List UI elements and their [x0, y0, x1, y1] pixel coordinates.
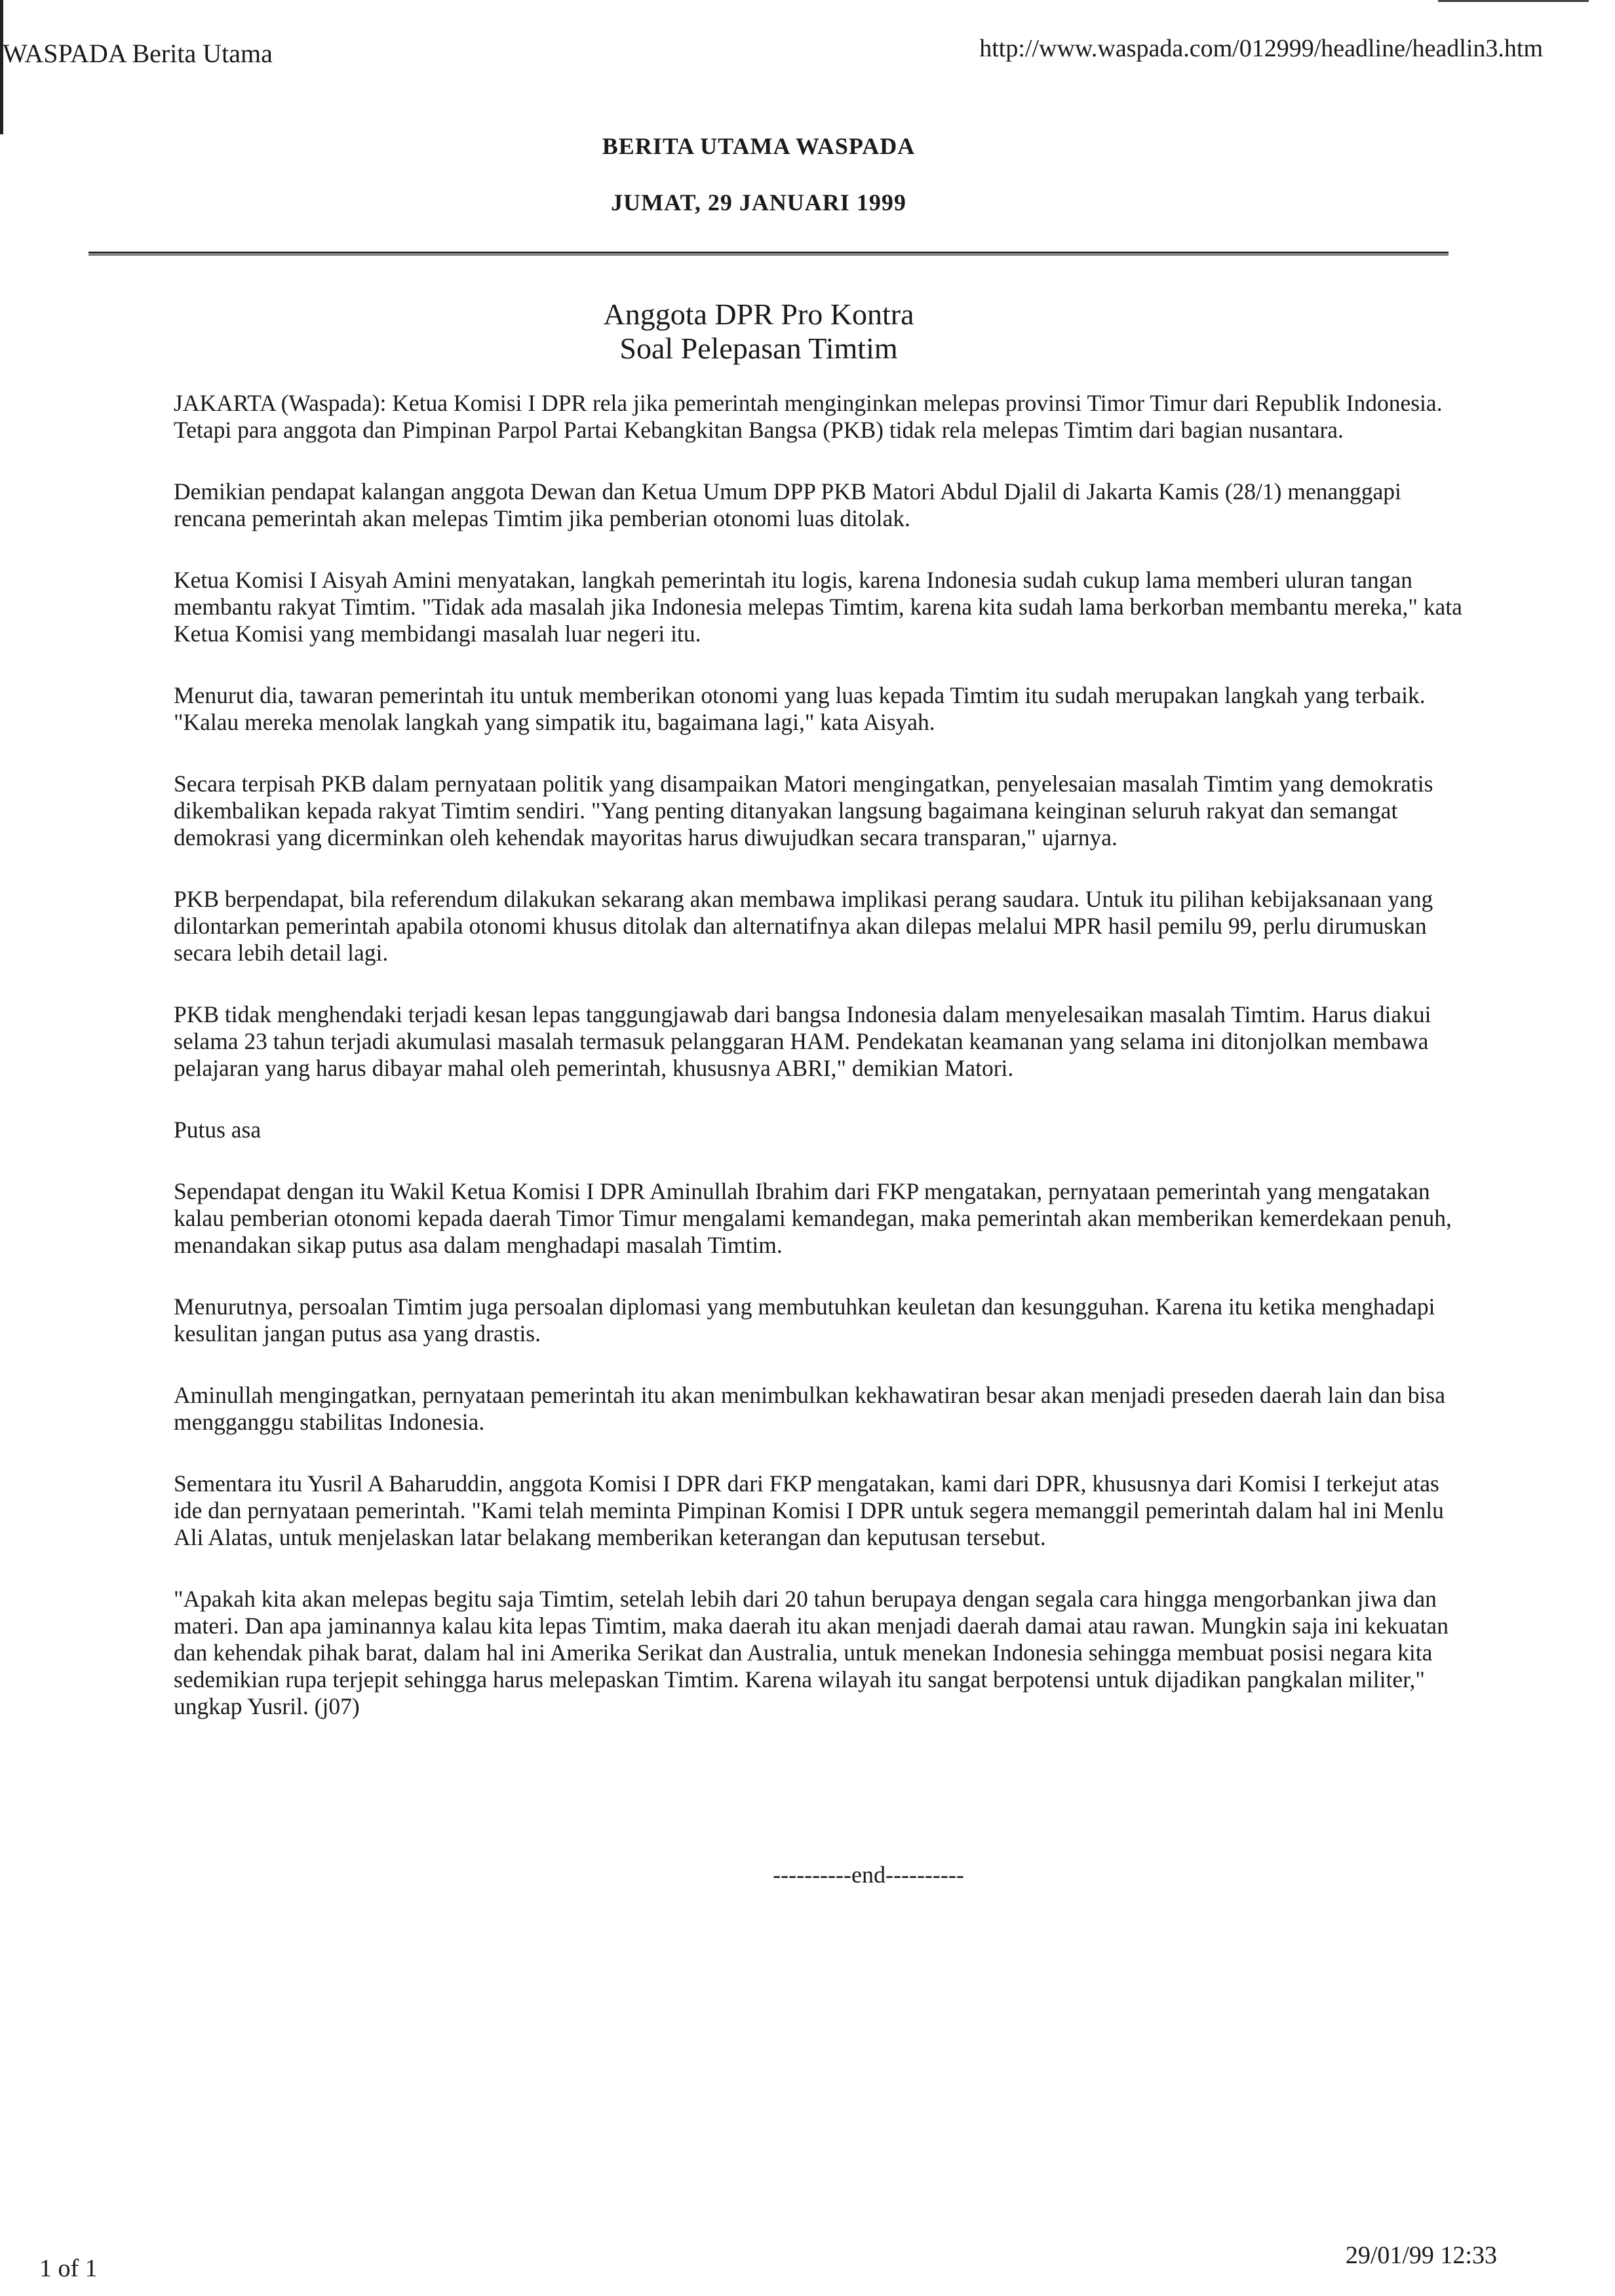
print-timestamp: 29/01/99 12:33 — [1345, 2242, 1497, 2269]
subheading: Putus asa — [174, 1117, 262, 1143]
masthead-title: BERITA UTAMA WASPADA — [602, 133, 916, 159]
paragraph: Secara terpisah PKB dalam pernyataan politik yang disampaikan Matori mengingatkan, penyelesaian masalah Timtim yang demokratis dikembalikan kepada rakyat Timtim sendiri. "Yang penting ditanyakan langsung bagaimana keinginan seluruh rakyat dan semangat demokrasi yang dicerminkan oleh kehendak mayoritas harus diwujudkan secara transparan," ujarnya. — [174, 771, 1433, 851]
end-marker: ----------end---------- — [773, 1862, 964, 1888]
paragraph: Menurut dia, tawaran pemerintah itu untuk memberikan otonomi yang luas kepada Timtim itu sudah merupakan langkah yang terbaik. "Kalau mereka menolak langkah yang simpatik itu, bagaimana lagi," kata Aisyah. — [174, 682, 1426, 735]
paragraph: Ketua Komisi I Aisyah Amini menyatakan, langkah pemerintah itu logis, karena Indonesia sudah cukup lama memberi uluran tangan membantu rakyat Timtim. "Tidak ada masalah jika Indonesia melepas Timtim, karena kita sudah lama berkorban membantu mereka," kata Ketua Komisi yang membidangi masalah luar negeri itu. — [174, 567, 1462, 647]
paragraph: Aminullah mengingatkan, pernyataan pemerintah itu akan menimbulkan kekhawatiran besar akan menjadi preseden daerah lain dan bisa mengganggu stabilitas Indonesia. — [174, 1382, 1445, 1435]
masthead-date: JUMAT, 29 JANUARI 1999 — [611, 189, 906, 216]
paragraph: "Apakah kita akan melepas begitu saja Timtim, setelah lebih dari 20 tahun berupaya dengan segala cara hingga mengorbankan jiwa dan materi. Dan apa jaminannya kalau kita lepas Timtim, maka daerah itu akan menjadi daerah damai atau rawan. Mungkin saja ini kekuatan dan kehendak pihak barat, dalam hal ini Amerika Serikat dan Australia, untuk menekan Indonesia sehingga membuat posisi negara kita sedemikian rupa terjepit sehingga harus melepaskan Timtim. Karena wilayah itu sangat berpotensi untuk dijadikan pangkalan militer," ungkap Yusril. (j07) — [174, 1586, 1449, 1719]
headline-line-2: Soal Pelepasan Timtim — [619, 332, 898, 365]
scan-corner-mark — [1438, 0, 1589, 2]
article-body — [174, 390, 1468, 1755]
headline-line-1: Anggota DPR Pro Kontra — [603, 297, 914, 331]
paragraph: Demikian pendapat kalangan anggota Dewan dan Ketua Umum DPP PKB Matori Abdul Djalil di Jakarta Kamis (28/1) menanggapi rencana pemerintah akan melepas Timtim jika pemberian otonomi luas ditolak. — [174, 478, 1401, 531]
paragraph: Menurutnya, persoalan Timtim juga persoalan diplomasi yang membutuhkan keuletan dan kesungguhan. Karena itu ketika menghadapi kesulitan jangan putus asa yang drastis. — [174, 1293, 1435, 1347]
paragraph: PKB berpendapat, bila referendum dilakukan sekarang akan membawa implikasi perang saudara. Untuk itu pilihan kebijaksanaan yang dilontarkan pemerintah apabila otonomi khusus ditolak dan alternatifnya akan dilepas melalui MPR hasil pemilu 99, perlu dirumuskan secara lebih detail lagi. — [174, 886, 1433, 966]
page-header-url: http://www.waspada.com/012999/headline/headlin3.htm — [979, 35, 1543, 62]
paragraph: Sementara itu Yusril A Baharuddin, anggota Komisi I DPR dari FKP mengatakan, kami dari DPR, khususnya dari Komisi I terkejut atas ide dan pernyataan pemerintah. "Kami telah meminta Pimpinan Komisi I DPR untuk segera memanggil pemerintah dalam hal ini Menlu Ali Alatas, untuk menjelaskan latar belakang memberikan keterangan dan keputusan tersebut. — [174, 1470, 1444, 1550]
paragraph: Sependapat dengan itu Wakil Ketua Komisi I DPR Aminullah Ibrahim dari FKP mengatakan, pernyataan pemerintah yang mengatakan kalau pemberian otonomi kepada daerah Timor Timur mengalami kemandegan, maka pemerintah akan memberikan kemerdekaan penuh, menandakan sikap putus asa dalam menghadapi masalah Timtim. — [174, 1178, 1452, 1258]
paragraph: JAKARTA (Waspada): Ketua Komisi I DPR rela jika pemerintah menginginkan melepas provinsi Timor Timur dari Republik Indonesia. Tetapi para anggota dan Pimpinan Parpol Partai Kebangkitan Bangsa (PKB) tidak rela melepas Timtim dari bagian nusantara. — [174, 390, 1443, 443]
horizontal-rule — [88, 252, 1449, 256]
paragraph: PKB tidak menghendaki terjadi kesan lepas tanggungjawab dari bangsa Indonesia dalam menyelesaikan masalah Timtim. Harus diakui selama 23 tahun terjadi akumulasi masalah termasuk pelanggaran HAM. Pendekatan keamanan yang selama ini ditonjolkan membawa pelajaran yang harus dibayar mahal oleh pemerintah, khususnya ABRI," demikian Matori. — [174, 1001, 1431, 1081]
page-number: 1 of 1 — [39, 2255, 98, 2282]
page-header-title: WASPADA Berita Utama — [3, 39, 273, 68]
